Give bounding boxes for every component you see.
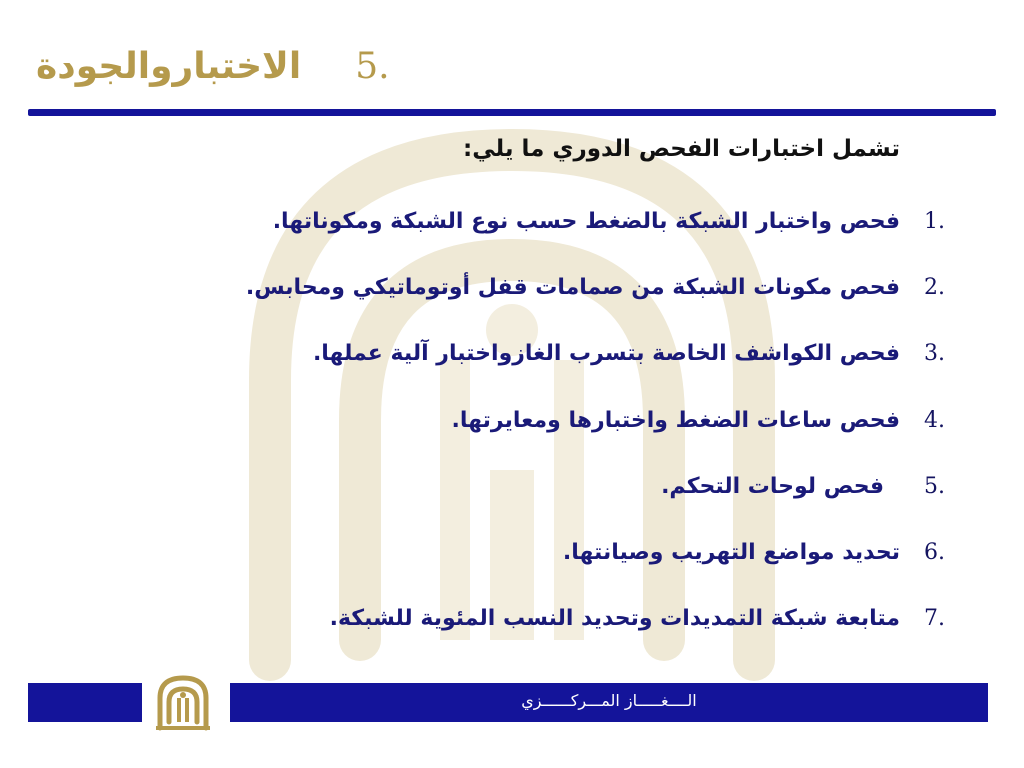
gas-company-logo-icon	[152, 672, 214, 732]
section-number: 5.	[355, 45, 390, 87]
list-item-text: فحص ساعات الضغط واختبارها ومعايرتها.	[451, 408, 900, 433]
title-divider	[28, 109, 996, 116]
intro-text: تشمل اختبارات الفحص الدوري ما يلي:	[463, 136, 900, 162]
list-item-number: 5.	[924, 474, 945, 499]
list-item-text: فحص لوحات التحكم.	[661, 474, 884, 499]
list-item-number: 4.	[924, 408, 945, 433]
list-item-number: 2.	[924, 275, 945, 300]
list-item-number: 1.	[924, 209, 945, 234]
list-item-text: فحص مكونات الشبكة من صمامات قفل أوتوماتيكي ومحابس.	[245, 275, 900, 300]
footer-label: الــــغـــــاز المـــركــــــزي	[521, 691, 697, 710]
page-title	[36, 38, 390, 94]
list-item-text: تحديد مواضع التهريب وصيانتها.	[562, 540, 900, 565]
list-item-text: فحص واختبار الشبكة بالضغط حسب نوع الشبكة ومكوناتها.	[272, 209, 900, 234]
list-item-number: 6.	[924, 540, 945, 565]
footer-bar	[230, 683, 988, 722]
title-text: الاختباروالجودة	[36, 45, 302, 87]
footer-bar-left	[28, 683, 142, 722]
list-item-text: فحص الكواشف الخاصة بتسرب الغازواختبار آلية عملها.	[312, 341, 900, 366]
list-item-number: 7.	[924, 606, 945, 631]
list-item-text: متابعة شبكة التمديدات وتحديد النسب المئوية للشبكة.	[329, 606, 900, 631]
list-item-number: 3.	[924, 341, 945, 366]
